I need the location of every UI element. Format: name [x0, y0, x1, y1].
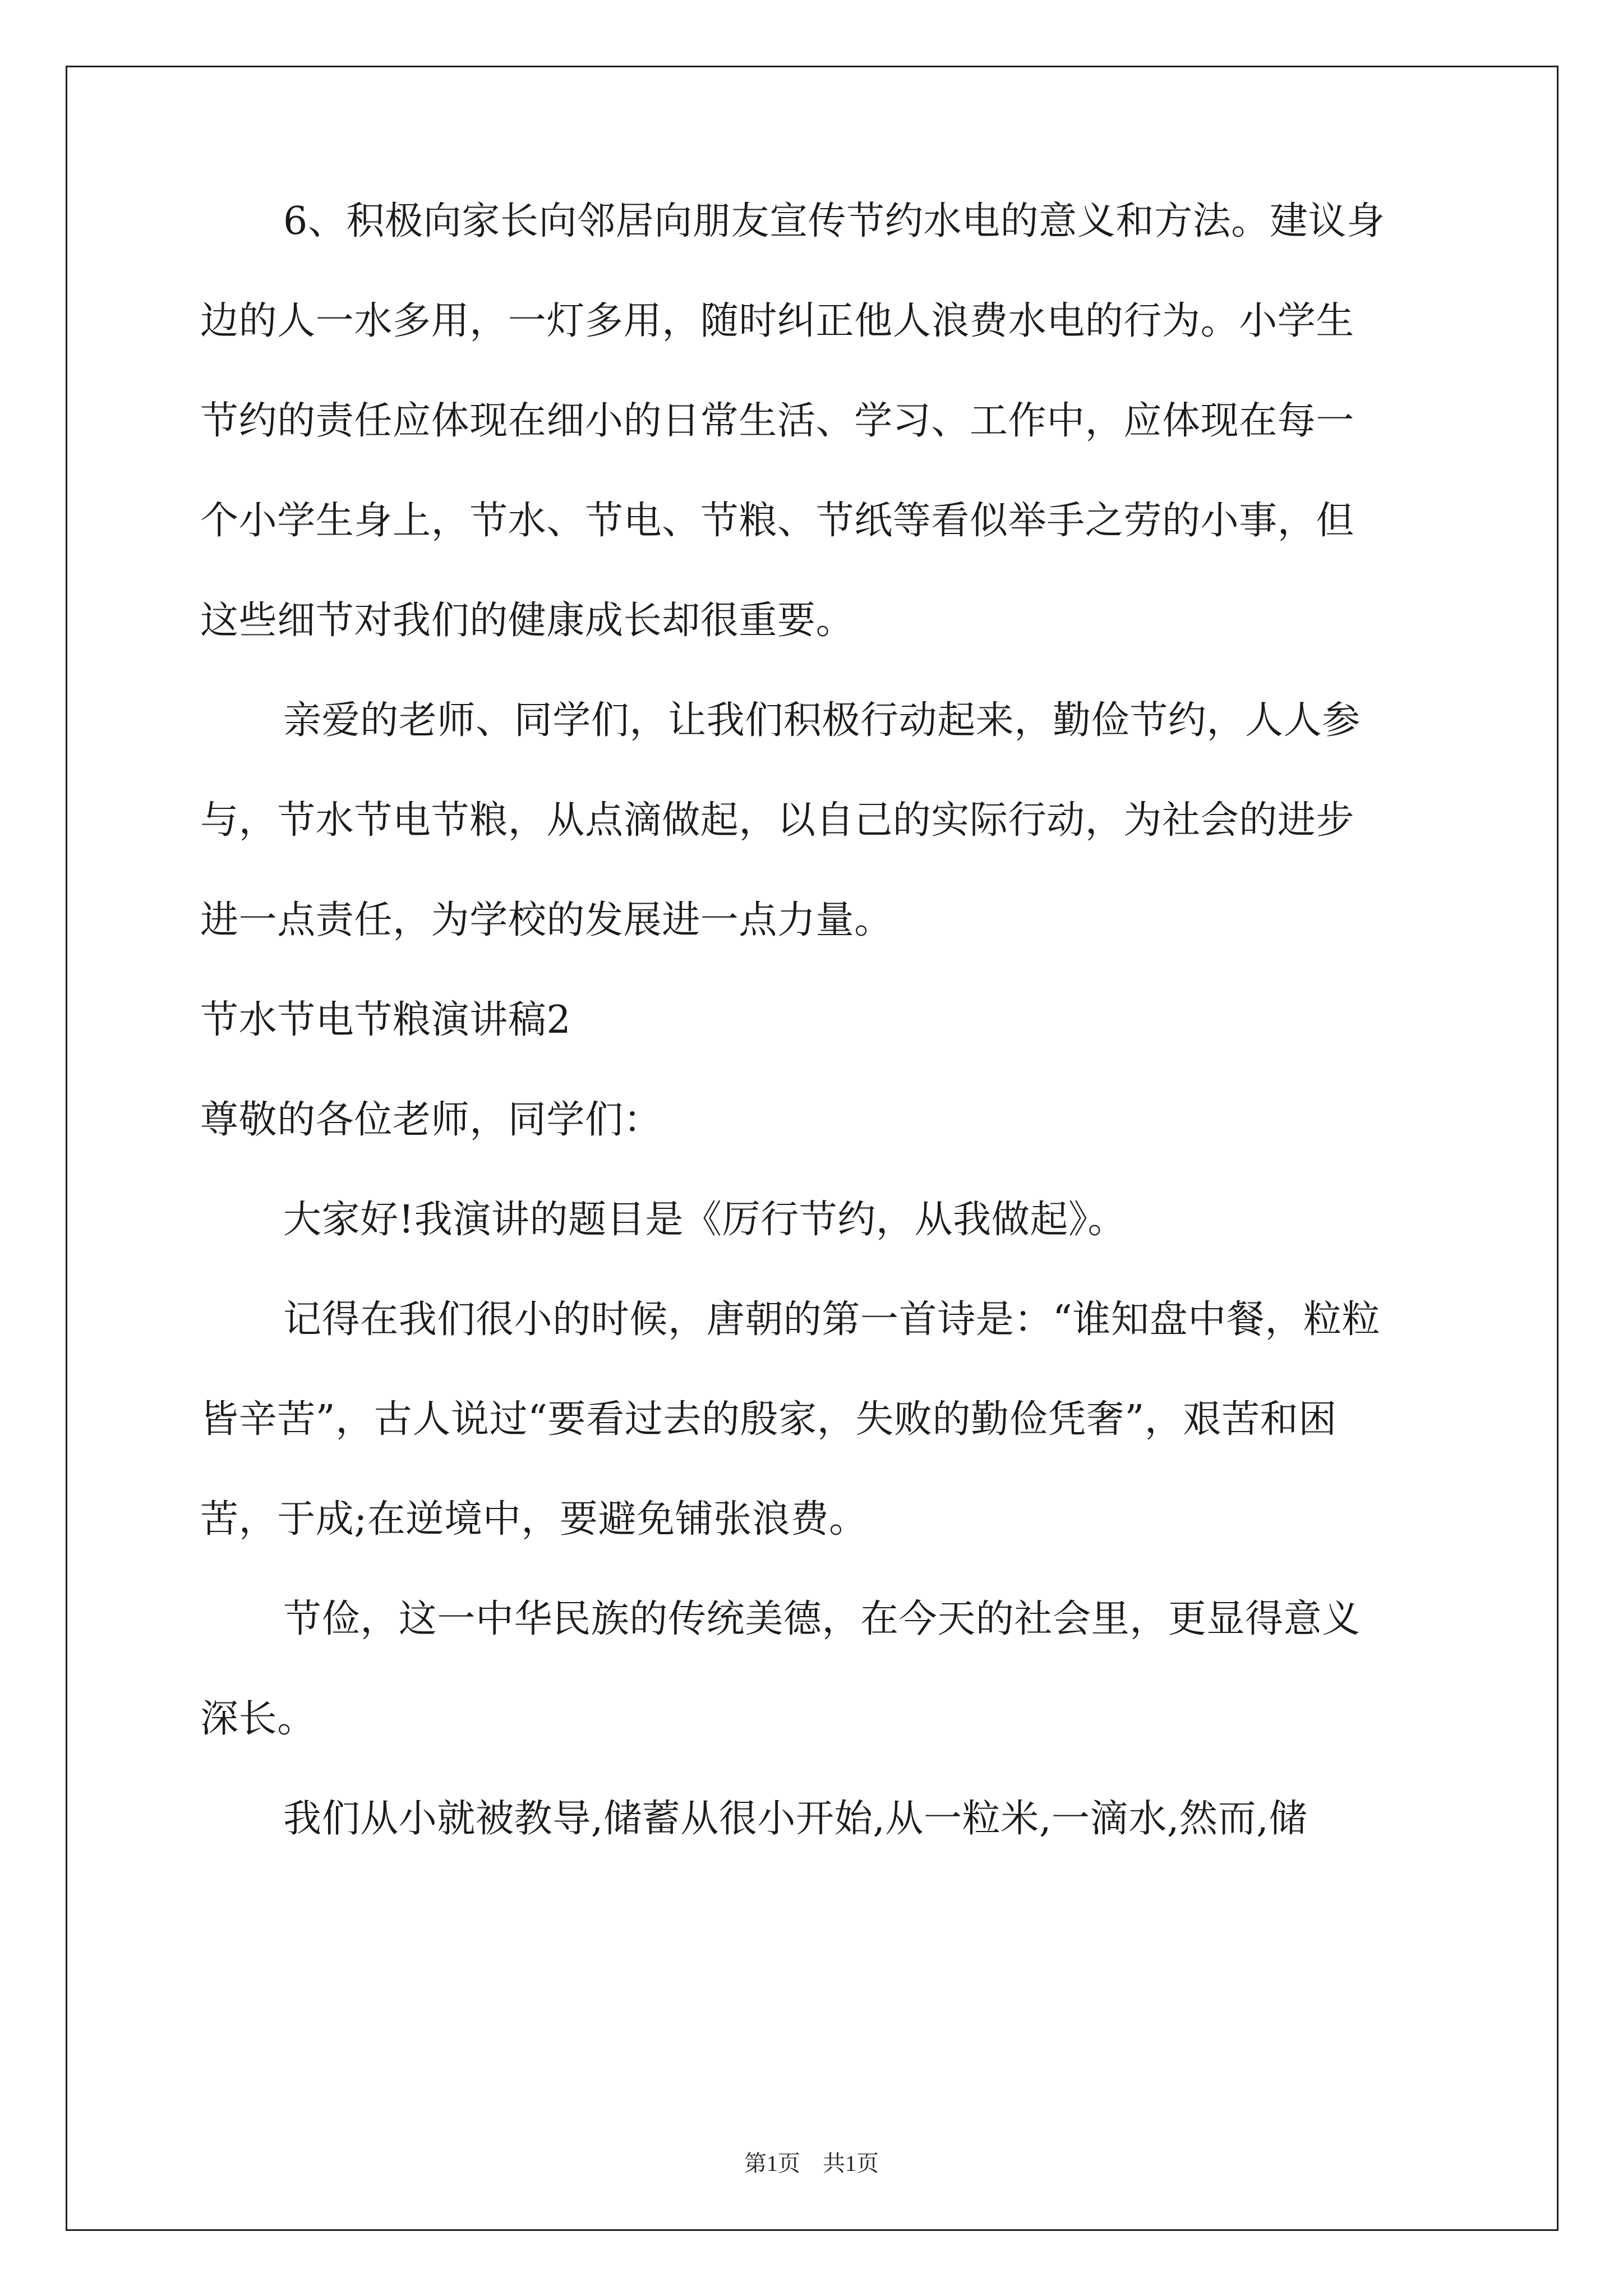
- paragraph-line: 皆辛苦”，古人说过“要看过去的殷家，失败的勤俭凭奢”，艰苦和困: [200, 1397, 1337, 1442]
- paragraph-line: 节约的责任应体现在细小的日常生活、学习、工作中，应体现在每一: [200, 399, 1355, 443]
- paragraph-line: 进一点责任，为学校的发展进一点力量。: [200, 898, 893, 942]
- page-number: 第1页 共1页: [744, 2151, 879, 2176]
- paragraph-line: 边的人一水多用，一灯多用，随时纠正他人浪费水电的行为。小学生: [200, 299, 1355, 343]
- salutation: 尊敬的各位老师，同学们：: [200, 1098, 662, 1142]
- paragraph-line: 节俭，这一中华民族的传统美德，在今天的社会里，更显得意义: [283, 1597, 1361, 1641]
- paragraph-line: 这些细节对我们的健康成长却很重要。: [200, 599, 855, 643]
- section-title: 节水节电节粮演讲稿2: [200, 998, 571, 1042]
- paragraph-line: 深长。: [200, 1697, 316, 1741]
- paragraph-line: 记得在我们很小的时候，唐朝的第一首诗是：“谁知盘中餐，粒粒: [283, 1297, 1381, 1342]
- paragraph-line: 与，节水节电节粮，从点滴做起，以自己的实际行动，为社会的进步: [200, 798, 1355, 843]
- page-border: [66, 66, 1559, 2231]
- paragraph-line: 6、积极向家长向邻居向朋友宣传节约水电的意义和方法。建议身: [283, 199, 1385, 243]
- paragraph-line: 大家好!我演讲的题目是《厉行节约，从我做起》。: [283, 1198, 1127, 1242]
- paragraph-line: 我们从小就被教导,储蓄从很小开始,从一粒米,一滴水,然而,储: [283, 1797, 1308, 1841]
- paragraph-line: 个小学生身上，节水、节电、节粮、节纸等看似举手之劳的小事，但: [200, 499, 1355, 543]
- paragraph-line: 亲爱的老师、同学们，让我们积极行动起来，勤俭节约，人人参: [283, 698, 1361, 743]
- paragraph-line: 苦，于成;在逆境中，要避免铺张浪费。: [200, 1497, 868, 1542]
